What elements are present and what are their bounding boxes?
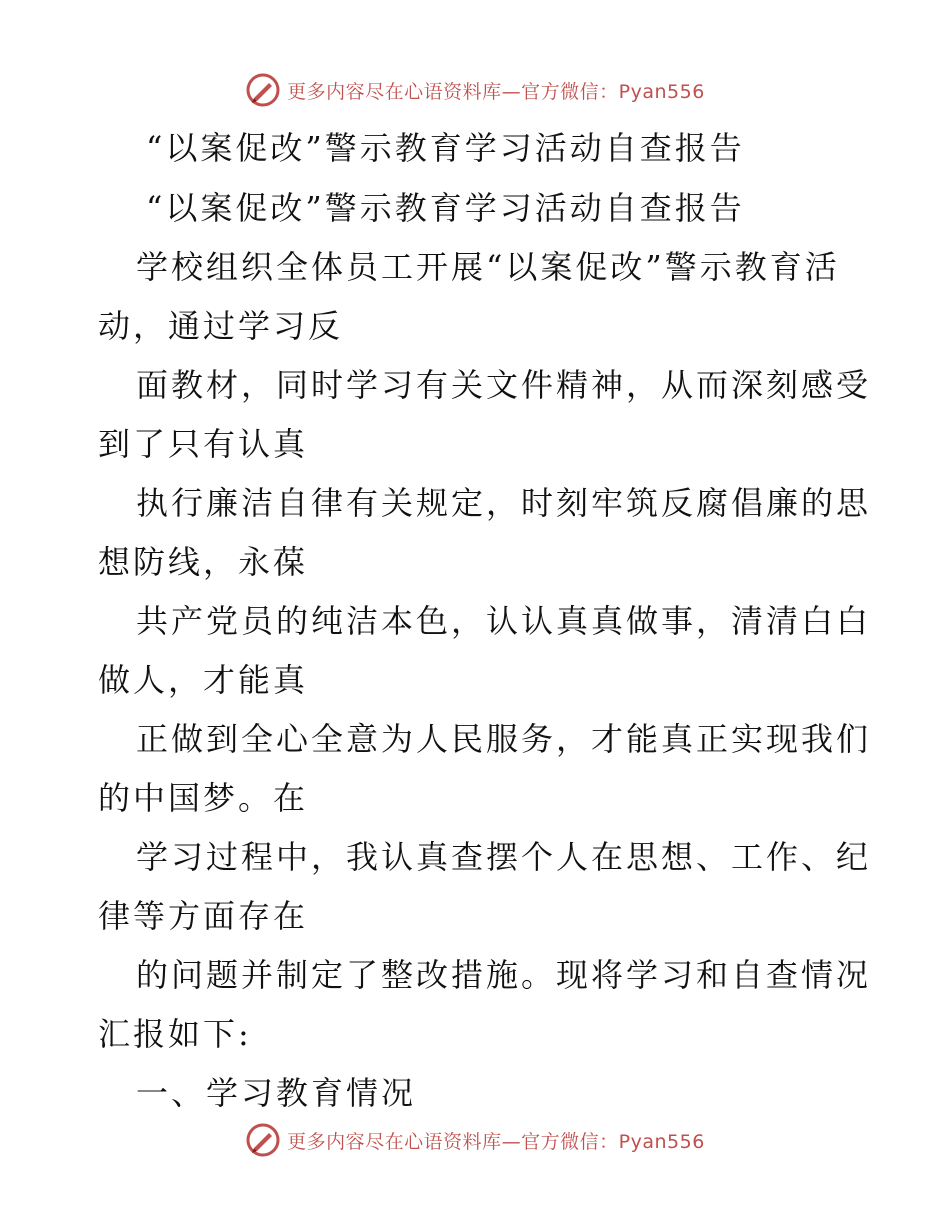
paragraph-line: 学校组织全体员工开展“以案促改”警示教育活 [136, 248, 840, 286]
paragraph [98, 710, 872, 828]
section-heading: 一、学习教育情况 [136, 1074, 417, 1112]
document-title-repeat: “以案促改”警示教育学习活动自查报告 [146, 189, 745, 227]
paragraph [98, 474, 872, 592]
paragraph-line: 面教材，同时学习有关文件精神，从而深刻感受 [136, 366, 872, 404]
watermark-banner-top [0, 70, 950, 110]
paragraph-line: 律等方面存在 [98, 897, 309, 935]
pen-logo-icon [245, 72, 281, 108]
paragraph-line: 做人，才能真 [98, 661, 309, 699]
pen-logo-icon [245, 1122, 281, 1158]
paragraph [98, 946, 872, 1064]
paragraph-line: 的问题并制定了整改措施。现将学习和自查情况 [136, 956, 872, 994]
paragraph-line: 共产党员的纯洁本色，认认真真做事，清清白白 [136, 602, 872, 640]
paragraph-line: 正做到全心全意为人民服务，才能真正实现我们 [136, 720, 872, 758]
watermark-text: 更多内容尽在心语资料库—官方微信：Pyan556 [287, 1130, 705, 1153]
document-body [98, 118, 872, 1123]
paragraph [98, 828, 872, 946]
paragraph [98, 356, 872, 474]
document-title: “以案促改”警示教育学习活动自查报告 [146, 129, 745, 167]
paragraph-line: 执行廉洁自律有关规定，时刻牢筑反腐倡廉的思 [136, 484, 872, 522]
paragraph-line: 的中国梦。在 [98, 779, 309, 817]
watermark-text: 更多内容尽在心语资料库—官方微信：Pyan556 [287, 80, 705, 103]
paragraph-line: 想防线，永葆 [98, 543, 309, 581]
paragraph-line: 学习过程中，我认真查摆个人在思想、工作、纪 [136, 838, 872, 876]
paragraph [98, 592, 872, 710]
paragraph-line: 动，通过学习反 [98, 307, 344, 345]
paragraph [98, 238, 858, 356]
paragraph-line: 到了只有认真 [98, 425, 309, 463]
watermark-banner-bottom [0, 1120, 950, 1160]
paragraph-line: 汇报如下: [98, 1015, 252, 1053]
